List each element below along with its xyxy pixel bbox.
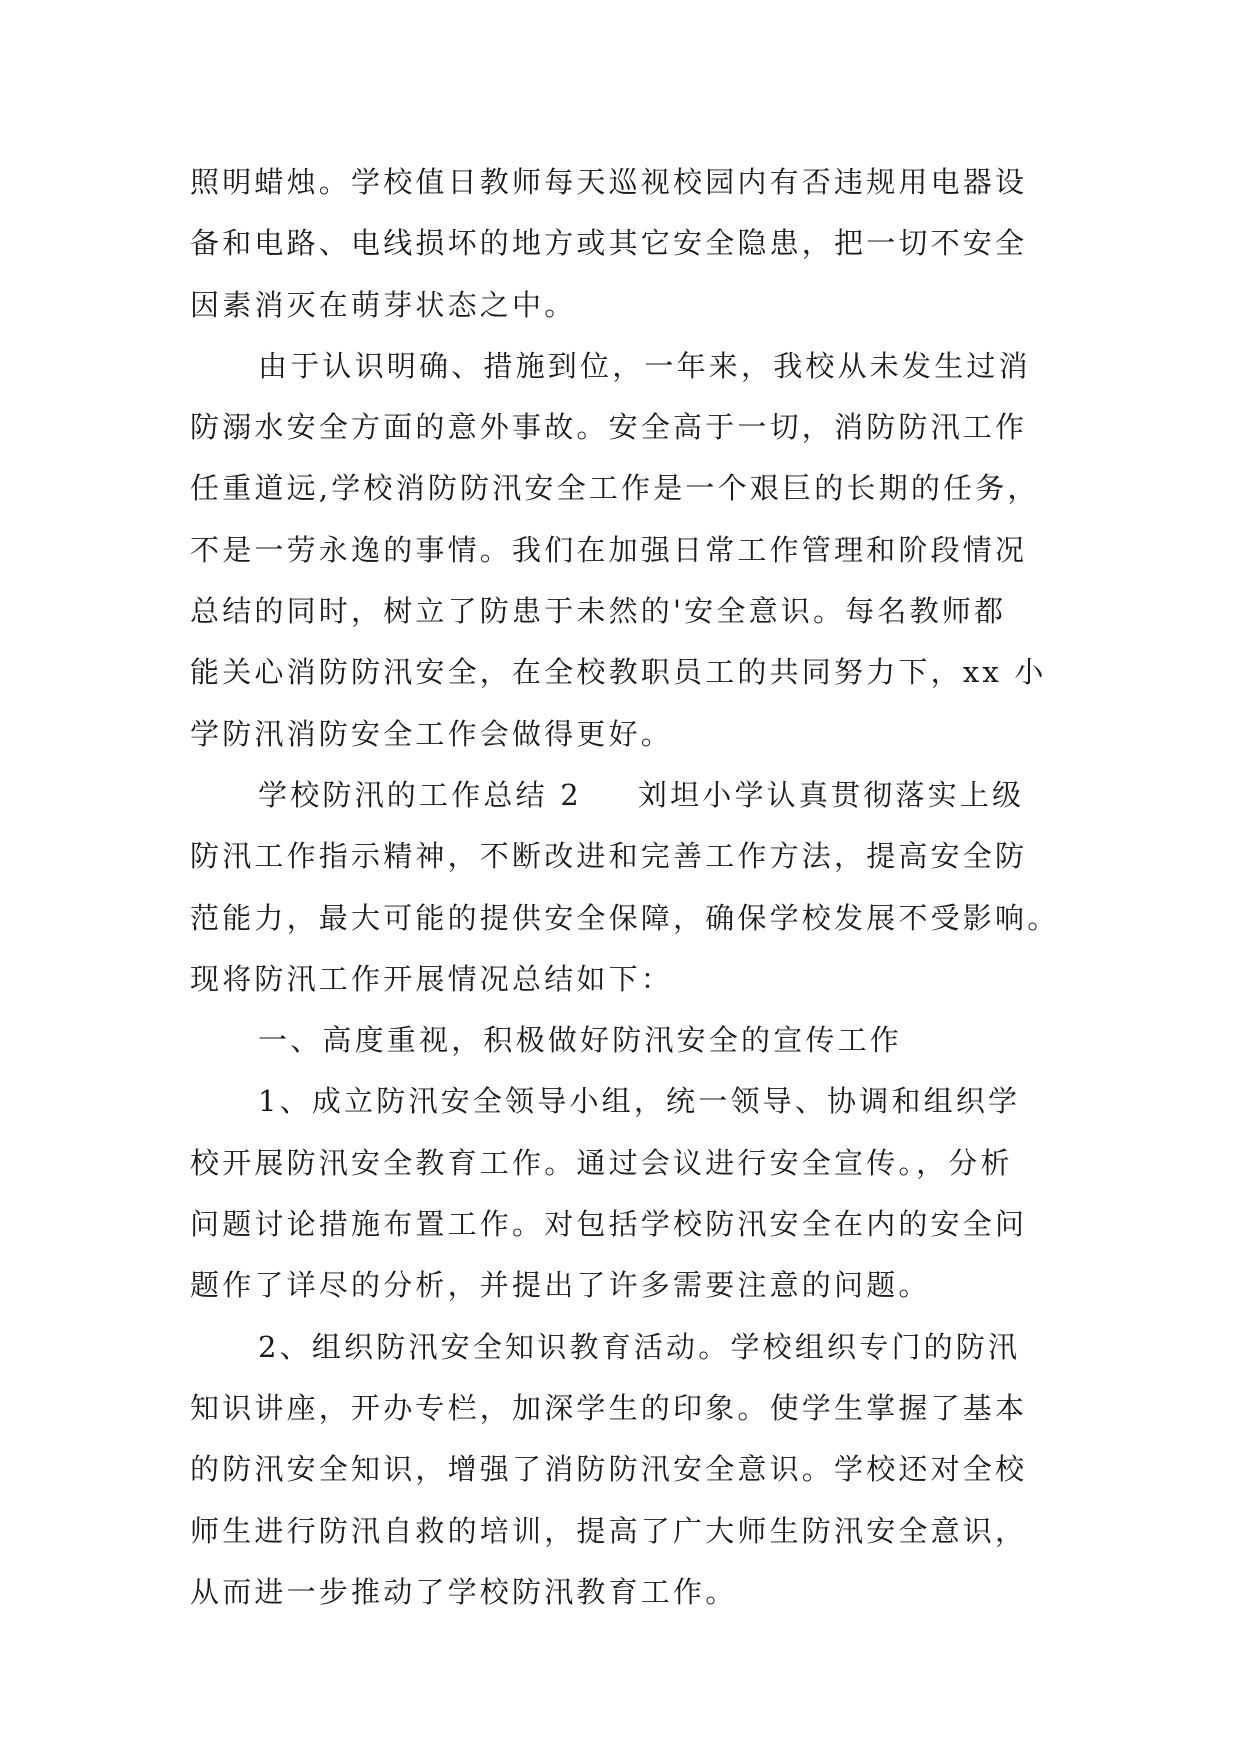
document-page xyxy=(190,152,1060,1623)
text-line: 现将防汛工作开展情况总结如下： xyxy=(190,961,674,996)
text-line: 不是一劳永逸的事情。我们在加强日常工作管理和阶段情况 xyxy=(190,532,1028,567)
subheading-line: 一、高度重视，积极做好防汛安全的宣传工作 xyxy=(258,1023,903,1058)
text-line: 的防汛安全知识，增强了消防防汛安全意识。学校还对全校 xyxy=(190,1452,1028,1487)
text-line: 校开展防汛安全教育工作。通过会议进行安全宣传。，分析 xyxy=(190,1145,1013,1180)
text-line: 知识讲座，开办专栏，加深学生的印象。使学生掌握了基本 xyxy=(190,1390,1028,1425)
text-line: 任重道远,学校消防防汛安全工作是一个艰巨的长期的任务， xyxy=(190,471,1040,506)
section-intro-text: 刘坦小学认真贯彻落实上级 xyxy=(637,777,1025,812)
text-line: 防汛工作指示精神，不断改进和完善工作方法，提高安全防 xyxy=(190,839,1028,874)
section-heading: 学校防汛的工作总结 2 xyxy=(258,777,582,812)
text-line: 能关心消防防汛安全，在全校教职员工的共同努力下，xx 小 xyxy=(190,655,1047,690)
text-line: 1、成立防汛安全领导小组，统一领导、协调和组织学 xyxy=(258,1084,1021,1119)
text-line: 师生进行防汛自救的培训，提高了广大师生防汛安全意识， xyxy=(190,1513,1028,1548)
text-line: 2、组织防汛安全知识教育活动。学校组织专门的防汛 xyxy=(258,1329,1021,1364)
text-line: 问题讨论措施布置工作。对包括学校防汛安全在内的安全问 xyxy=(190,1207,1028,1242)
text-line: 由于认识明确、措施到位，一年来，我校从未发生过消 xyxy=(258,348,1031,383)
text-line: 学防汛消防安全工作会做得更好。 xyxy=(190,716,674,751)
text-line: 防溺水安全方面的意外事故。安全高于一切，消防防汛工作 xyxy=(190,410,1028,445)
text-line: 照明蜡烛。学校值日教师每天巡视校园内有否违规用电器设 xyxy=(190,165,1028,199)
text-line: 题作了详尽的分析，并提出了许多需要注意的问题。 xyxy=(190,1268,931,1303)
text-line: 备和电路、电线损坏的地方或其它安全隐患，把一切不安全 xyxy=(190,226,1028,261)
text-line: 因素消灭在萌芽状态之中。 xyxy=(190,287,577,322)
text-line: 总结的同时，树立了防患于未然的'安全意识。每名教师都 xyxy=(190,594,1007,629)
text-line: 范能力，最大可能的提供安全保障，确保学校发展不受影响。 xyxy=(190,900,1060,935)
section-line xyxy=(190,765,1050,826)
text-line: 从而进一步推动了学校防汛教育工作。 xyxy=(190,1574,738,1609)
